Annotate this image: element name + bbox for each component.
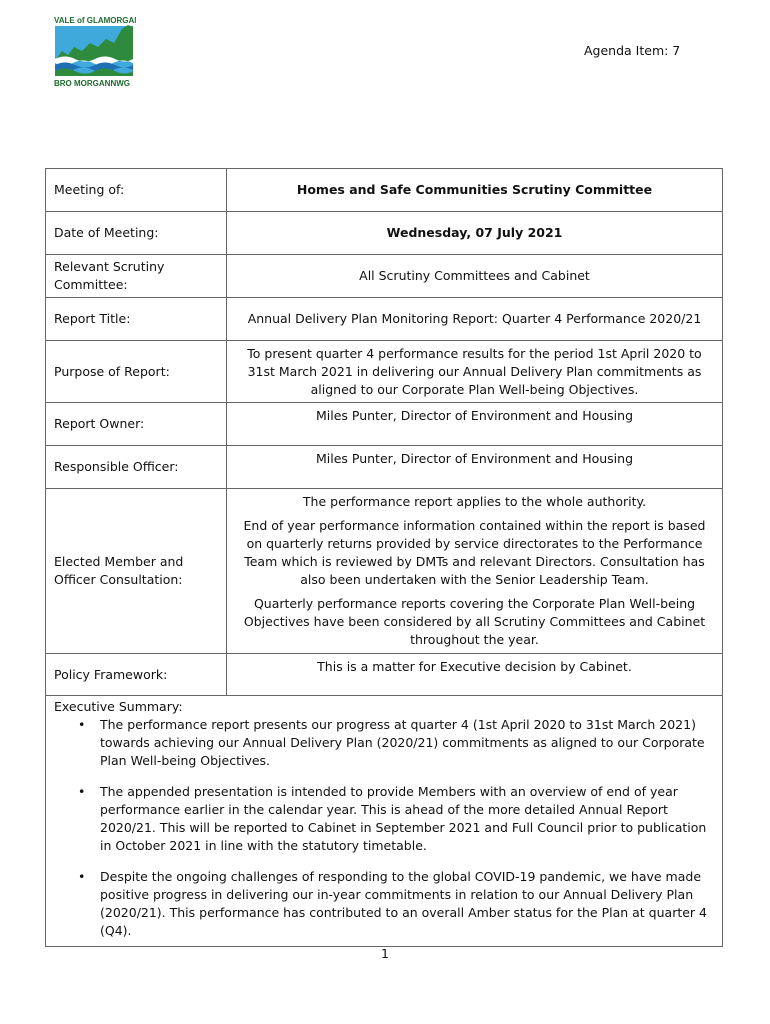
row-report-title [46, 298, 723, 341]
purpose-value: To present quarter 4 performance results for the period 1st April 2020 to 31st March 2021 in delivering our Annual Delivery Plan commitments as aligned to our Corporate Plan Well-being Objectives. [227, 341, 723, 403]
row-date [46, 212, 723, 255]
bullet-text: Despite the ongoing challenges of responding to the global COVID-19 pandemic, we have made positive progress in delivering our in-year commitments in relation to our Annual Delivery Plan (2020/21). This performance has contributed to an overall Amber status for the Plan at quarter 4 (Q4). [100, 869, 707, 938]
responsible-officer-label: Responsible Officer: [46, 446, 227, 489]
executive-summary-list [54, 716, 714, 940]
executive-summary [46, 696, 723, 947]
meeting-of-value: Homes and Safe Communities Scrutiny Committee [227, 169, 723, 212]
bullet-icon: • [78, 717, 86, 732]
consultation-paragraph-1: The performance report applies to the whole authority. [302, 494, 647, 509]
consultation-label: Elected Member and Officer Consultation: [46, 489, 227, 654]
logo-emblem [52, 15, 136, 89]
report-owner-value: Miles Punter, Director of Environment and Housing [227, 403, 723, 446]
row-relevant-committee [46, 255, 723, 298]
row-consultation [46, 489, 723, 654]
policy-framework-value: This is a matter for Executive decision by Cabinet. [227, 654, 723, 696]
logo-bottom-text: BRO MORGANNWG [54, 79, 130, 88]
bullet-text: The performance report presents our progress at quarter 4 (1st April 2020 to 31st March 2021) towards achieving our Annual Delivery Plan (2020/21) commitments as aligned to our Corporate Plan Well-being Objectives. [100, 717, 705, 768]
purpose-label: Purpose of Report: [46, 341, 227, 403]
row-executive-summary [46, 696, 723, 947]
consultation-value [227, 489, 723, 654]
list-item [78, 716, 714, 770]
row-responsible-officer [46, 446, 723, 489]
bullet-icon: • [78, 784, 86, 799]
executive-summary-heading: Executive Summary: [54, 699, 183, 714]
row-purpose [46, 341, 723, 403]
date-value: Wednesday, 07 July 2021 [227, 212, 723, 255]
page-number: 1 [381, 946, 389, 961]
relevant-committee-value: All Scrutiny Committees and Cabinet [227, 255, 723, 298]
relevant-committee-label: Relevant Scrutiny Committee: [46, 255, 227, 298]
logo-top-text: VALE of GLAMORGAN [54, 16, 136, 25]
policy-framework-label: Policy Framework: [46, 654, 227, 696]
row-meeting-of [46, 169, 723, 212]
vale-of-glamorgan-logo [52, 15, 136, 89]
consultation-paragraph-3: Quarterly performance reports covering the Corporate Plan Well-being Objectives have been considered by all Scrutiny Committees and Cabinet throughout the year. [243, 596, 706, 647]
bullet-text: The appended presentation is intended to provide Members with an overview of end of year performance earlier in the calendar year. This is ahead of the more detailed Annual Report 2020/21. This will be reported to Cabinet in September 2021 and Full Council prior to publication in October 2021 in line with the statutory timetable. [100, 784, 707, 853]
list-item [78, 783, 714, 855]
responsible-officer-value: Miles Punter, Director of Environment and Housing [227, 446, 723, 489]
report-owner-label: Report Owner: [46, 403, 227, 446]
meeting-of-label: Meeting of: [46, 169, 227, 212]
list-item [78, 868, 714, 940]
row-policy-framework [46, 654, 723, 696]
consultation-paragraph-2: End of year performance information contained within the report is based on quarterly returns provided by service directorates to the Performance Team which is reviewed by DMTs and relevant Directors. Consultation has also been undertaken with the Senior Leadership Team. [243, 518, 706, 587]
report-title-label: Report Title: [46, 298, 227, 341]
bullet-icon: • [78, 869, 86, 884]
report-details-table [45, 168, 723, 947]
report-title-value: Annual Delivery Plan Monitoring Report: Quarter 4 Performance 2020/21 [227, 298, 723, 341]
agenda-item: Agenda Item: 7 [584, 43, 681, 58]
date-label: Date of Meeting: [46, 212, 227, 255]
row-report-owner [46, 403, 723, 446]
